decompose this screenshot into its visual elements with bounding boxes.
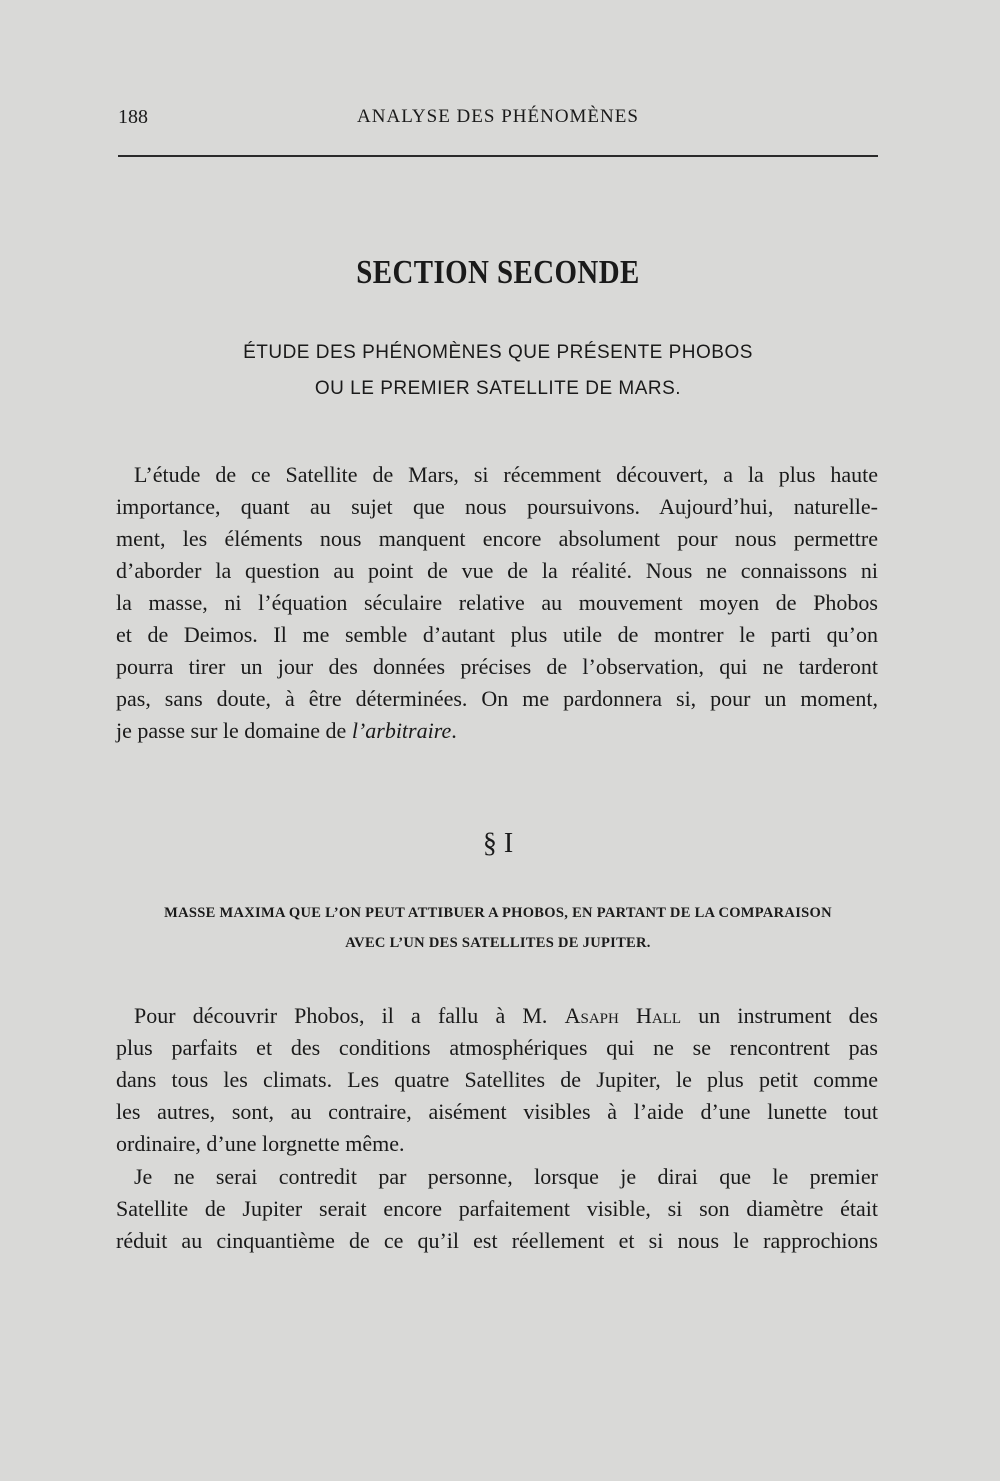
paragraph-line: d’aborder la question au point de vue de la réalité. Nous ne connaissons ni xyxy=(116,558,878,583)
paragraph-last-line: ordinaire, d’une lorgnette même. xyxy=(116,1131,405,1156)
page-number: 188 xyxy=(118,106,148,128)
paragraph-line: Je ne serai contredit par personne, lorsque je dirai que le premier xyxy=(134,1164,878,1189)
text-run: . xyxy=(451,718,457,743)
subsection-mark: § I xyxy=(482,828,514,859)
text-run: je passe sur le domaine de xyxy=(116,718,352,743)
paragraph-line: dans tous les climats. Les quatre Satellites de Jupiter, le plus petit comme xyxy=(116,1067,878,1092)
section-title: SECTION SECONDE xyxy=(356,254,640,291)
text-run: un instrument des xyxy=(681,1003,878,1028)
running-title: ANALYSE DES PHÉNOMÈNES xyxy=(357,106,639,127)
subsection-heading-line-2: AVEC L’UN DES SATELLITES DE JUPITER. xyxy=(345,935,651,951)
paragraph-line: pas, sans doute, à être déterminées. On me pardonnera si, pour un moment, xyxy=(116,686,878,711)
italic-term: l’arbitraire xyxy=(351,718,452,743)
section-subtitle-line-2: OU LE PREMIER SATELLITE DE MARS. xyxy=(314,378,682,399)
page-header xyxy=(118,106,878,136)
section-subtitle-line-1: ÉTUDE DES PHÉNOMÈNES QUE PRÉSENTE PHOBOS xyxy=(243,342,753,363)
paragraph-line: les autres, sont, au contraire, aisément visibles à l’aide d’une lunette tout xyxy=(116,1099,878,1124)
paragraph-line: plus parfaits et des conditions atmosphériques qui ne se rencontrent pas xyxy=(116,1035,878,1060)
paragraph-line: la masse, ni l’équation séculaire relative au mouvement moyen de Phobos xyxy=(116,590,878,615)
paragraph-line: et de Deimos. Il me semble d’autant plus utile de montrer le parti qu’on xyxy=(116,622,878,647)
paragraph-line: importance, quant au sujet que nous poursuivons. Aujourd’hui, naturelle- xyxy=(116,494,878,519)
text-run: Pour découvrir Phobos, il a fallu à M. xyxy=(134,1003,565,1028)
subsection-heading-line-1: MASSE MAXIMA QUE L’ON PEUT ATTIBUER A PHOBOS, EN PARTANT DE LA COMPARAISON xyxy=(164,905,832,921)
paragraph-line: réduit au cinquantième de ce qu’il est réellement et si nous le rapprochions xyxy=(116,1228,878,1253)
paragraph-2 xyxy=(116,1000,878,1160)
paragraph-first-line xyxy=(116,1000,878,1032)
intro-paragraph xyxy=(116,459,878,747)
paragraph-last-line xyxy=(116,715,878,747)
paragraph-line: Satellite de Jupiter serait encore parfaitement visible, si son diamètre était xyxy=(116,1196,878,1221)
person-name: Asaph Hall xyxy=(564,1003,682,1028)
header-rule xyxy=(118,155,878,157)
paragraph-line: pourra tirer un jour des données précises de l’observation, qui ne tarderont xyxy=(116,654,878,679)
paragraph-line: ment, les éléments nous manquent encore absolument pour nous permettre xyxy=(116,526,878,551)
paragraph-3 xyxy=(116,1161,878,1257)
paragraph-line: L’étude de ce Satellite de Mars, si récemment découvert, a la plus haute xyxy=(134,462,878,487)
